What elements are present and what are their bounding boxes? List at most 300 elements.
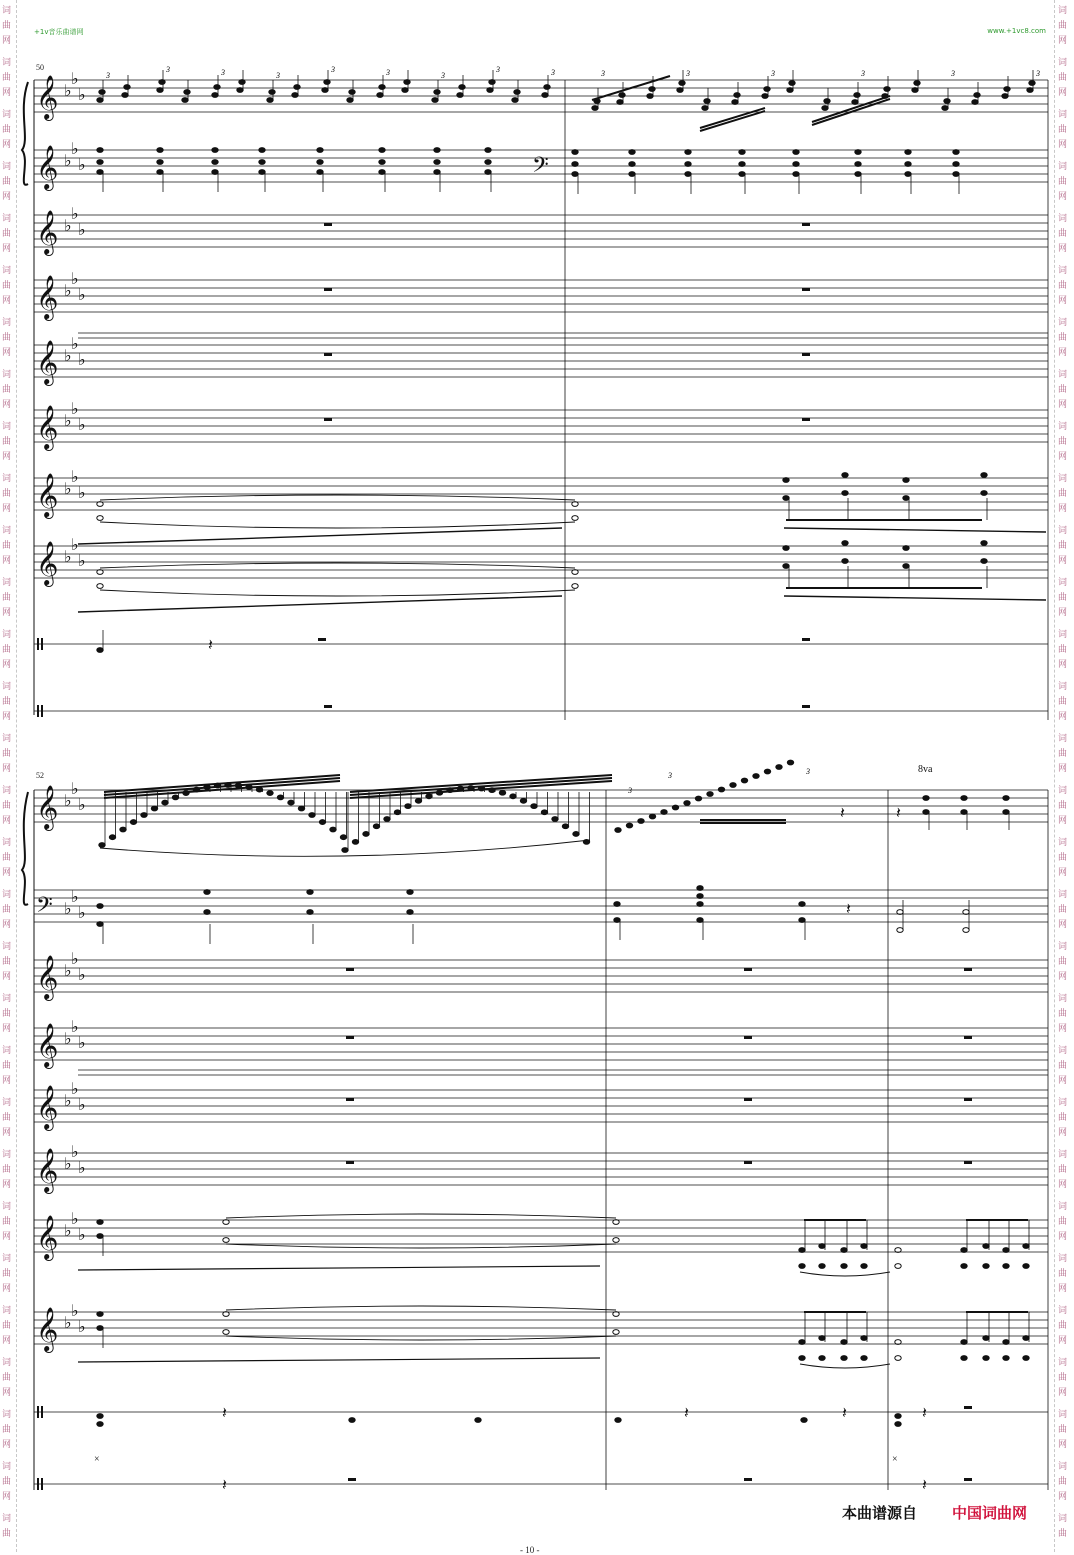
staff-s1-5 <box>34 410 1048 442</box>
triplet-mark: 3 <box>951 69 955 78</box>
note-head <box>141 813 147 818</box>
watermark-char: 曲 <box>2 385 12 395</box>
note-head <box>702 106 708 111</box>
note-head <box>97 1312 103 1317</box>
triplet-mark: 3 <box>331 65 335 74</box>
note-head <box>799 1264 805 1269</box>
watermark-char: 网 <box>2 400 12 410</box>
watermark-char: 词 <box>2 1202 12 1212</box>
watermark-char: 曲 <box>2 1373 12 1383</box>
note-head <box>572 150 578 155</box>
note-head <box>764 769 770 774</box>
note-head <box>352 840 358 845</box>
note-head <box>903 478 909 483</box>
note-head <box>764 87 770 92</box>
watermark-char: 词 <box>1058 630 1068 640</box>
watermark-char: 曲 <box>1058 437 1068 447</box>
watermark-char: 词 <box>2 1410 12 1420</box>
note-head <box>953 172 959 177</box>
note-head <box>783 496 789 501</box>
note-head <box>753 774 759 779</box>
watermark-char: 网 <box>1058 920 1068 930</box>
slur <box>226 1244 616 1248</box>
note-head <box>237 88 243 93</box>
watermark-char: 曲 <box>2 281 12 291</box>
watermark-char: 网 <box>2 868 12 878</box>
note-head <box>267 98 273 103</box>
watermark-char: 曲 <box>1058 1425 1068 1435</box>
note-head <box>485 160 491 165</box>
watermark-char: 词 <box>2 838 12 848</box>
note-head <box>317 160 323 165</box>
note-head <box>407 910 413 915</box>
watermark-char: 词 <box>2 370 12 380</box>
cross-notehead: × <box>94 1454 100 1465</box>
note-head <box>407 890 413 895</box>
note-beam <box>350 778 612 795</box>
note-head <box>157 148 163 153</box>
triplet-mark: 3 <box>386 68 390 77</box>
note-head <box>961 1264 967 1269</box>
flat-sign: ♭ <box>78 485 86 502</box>
whole-rest <box>324 418 332 421</box>
note-head <box>615 1418 621 1423</box>
watermark-char: 曲 <box>2 1269 12 1279</box>
flat-sign: ♭ <box>71 401 79 418</box>
note-head <box>981 491 987 496</box>
flat-sign: ♭ <box>71 889 79 906</box>
note-head <box>819 1264 825 1269</box>
watermark-char: 网 <box>1058 1388 1068 1398</box>
flat-sign: ♭ <box>71 1081 79 1098</box>
watermark-char: 网 <box>2 504 12 514</box>
watermark-char: 曲 <box>1058 281 1068 291</box>
cross-notehead: × <box>892 1454 898 1465</box>
watermark-char: 曲 <box>1058 593 1068 603</box>
note-head <box>347 98 353 103</box>
note-head <box>1023 1244 1029 1249</box>
whole-rest <box>744 1098 752 1101</box>
note-head <box>789 81 795 86</box>
note-head <box>379 160 385 165</box>
note-head <box>309 813 315 818</box>
quarter-rest: 𝄽 <box>846 901 851 918</box>
note-head <box>124 85 130 90</box>
flat-sign: ♭ <box>78 157 86 174</box>
note-head <box>1003 796 1009 801</box>
triplet-mark: 3 <box>276 71 280 80</box>
quarter-rest: 𝄽 <box>922 1477 927 1494</box>
flat-sign: ♭ <box>64 283 72 300</box>
staff-s2-2 <box>34 960 1048 992</box>
slur <box>226 1214 616 1218</box>
treble-clef: 𝄞 <box>36 1087 59 1129</box>
flat-sign: ♭ <box>78 553 86 570</box>
watermark-char: 曲 <box>2 645 12 655</box>
whole-rest <box>964 1036 972 1039</box>
slur <box>100 590 575 596</box>
flat-sign: ♭ <box>71 1211 79 1228</box>
flat-sign: ♭ <box>64 218 72 235</box>
watermark-char: 网 <box>2 1284 12 1294</box>
note-head <box>432 98 438 103</box>
note-head <box>1023 1356 1029 1361</box>
note-head <box>895 1356 901 1361</box>
note-head <box>319 820 325 825</box>
watermark-char: 词 <box>1058 1202 1068 1212</box>
treble-clef: 𝄞 <box>36 1217 59 1259</box>
watermark-char: 网 <box>1058 504 1068 514</box>
flat-sign: ♭ <box>78 1160 86 1177</box>
whole-rest <box>346 1098 354 1101</box>
whole-rest <box>324 223 332 226</box>
watermark-char: 词 <box>2 786 12 796</box>
watermark-char: 网 <box>2 556 12 566</box>
triplet-mark: 3 <box>601 69 605 78</box>
flat-sign: ♭ <box>71 951 79 968</box>
watermark-char: 曲 <box>1058 333 1068 343</box>
watermark-char: 网 <box>2 1440 12 1450</box>
note-head <box>944 99 950 104</box>
watermark-char: 词 <box>1058 474 1068 484</box>
note-head <box>99 843 105 848</box>
watermark-char: 网 <box>1058 1284 1068 1294</box>
watermark-char: 网 <box>1058 244 1068 254</box>
note-head <box>842 541 848 546</box>
note-head <box>741 778 747 783</box>
flat-sign: ♭ <box>64 963 72 980</box>
note-head <box>172 795 178 800</box>
watermark-char: 词 <box>1058 6 1068 16</box>
watermark-char: 曲 <box>1058 177 1068 187</box>
whole-rest <box>802 418 810 421</box>
watermark-char: 网 <box>1058 868 1068 878</box>
note-head <box>799 918 805 923</box>
note-head <box>1003 1340 1009 1345</box>
watermark-char: 曲 <box>1058 385 1068 395</box>
note-head <box>684 801 690 806</box>
piano-brace <box>22 82 28 185</box>
note-head <box>697 886 703 891</box>
note-head <box>97 584 103 589</box>
note-head <box>961 1248 967 1253</box>
watermark-char: 曲 <box>2 229 12 239</box>
note-head <box>903 546 909 551</box>
watermark-char: 曲 <box>2 1113 12 1123</box>
whole-rest <box>964 1406 972 1409</box>
flat-sign: ♭ <box>71 141 79 158</box>
note-head <box>342 848 348 853</box>
note-head <box>541 810 547 815</box>
note-head <box>842 559 848 564</box>
note-head <box>292 93 298 98</box>
watermark-char: 曲 <box>2 21 12 31</box>
staff-s1-0 <box>34 80 1048 112</box>
note-head <box>212 93 218 98</box>
flat-sign: ♭ <box>71 1144 79 1161</box>
watermark-char: 网 <box>2 660 12 670</box>
watermark-char: 词 <box>1058 1254 1068 1264</box>
note-head <box>379 85 385 90</box>
watermark-char: 网 <box>1058 1024 1068 1034</box>
staff-s2-7 <box>34 1312 1048 1344</box>
note-head <box>626 823 632 828</box>
treble-clef: 𝄞 <box>36 957 59 999</box>
watermark-char: 曲 <box>2 489 12 499</box>
watermark-char: 词 <box>1058 1462 1068 1472</box>
note-head <box>562 824 568 829</box>
flat-sign: ♭ <box>64 1093 72 1110</box>
quarter-rest: 𝄽 <box>222 1477 227 1494</box>
staff-s1-4 <box>34 345 1048 377</box>
watermark-char: 词 <box>1058 578 1068 588</box>
staff-s2-4 <box>34 1090 1048 1122</box>
note-head <box>854 93 860 98</box>
note-head <box>542 93 548 98</box>
staff-s2-5 <box>34 1153 1048 1185</box>
watermark-char: 词 <box>1058 58 1068 68</box>
note-head <box>572 516 578 521</box>
treble-clef: 𝄞 <box>36 407 59 449</box>
note-head <box>322 88 328 93</box>
note-head <box>573 832 579 837</box>
note-head <box>97 98 103 103</box>
note-head <box>638 819 644 824</box>
flat-sign: ♭ <box>64 481 72 498</box>
note-head <box>961 1340 967 1345</box>
whole-rest <box>744 968 752 971</box>
flat-sign: ♭ <box>64 1315 72 1332</box>
bass-clef: 𝄢 <box>532 153 549 182</box>
watermark-char: 曲 <box>1058 749 1068 759</box>
triplet-mark: 3 <box>861 69 865 78</box>
watermark-char: 网 <box>1058 1440 1068 1450</box>
note-head <box>974 93 980 98</box>
flat-sign: ♭ <box>64 1223 72 1240</box>
slur <box>100 522 575 528</box>
note-head <box>317 170 323 175</box>
note-head <box>499 790 505 795</box>
watermark-char: 曲 <box>2 801 12 811</box>
watermark-char: 曲 <box>2 333 12 343</box>
hairpin <box>78 528 562 544</box>
note-head <box>514 90 520 95</box>
watermark-char: 网 <box>2 296 12 306</box>
watermark-char: 网 <box>2 1232 12 1242</box>
quarter-rest: 𝄽 <box>896 805 901 822</box>
note-head <box>841 1248 847 1253</box>
note-head <box>685 150 691 155</box>
watermark-char: 词 <box>1058 1098 1068 1108</box>
triplet-mark: 3 <box>106 71 110 80</box>
note-beam <box>700 108 765 128</box>
watermark-char: 曲 <box>1058 73 1068 83</box>
watermark-char: 曲 <box>2 957 12 967</box>
hairpin <box>784 528 1046 532</box>
watermark-char: 词 <box>2 734 12 744</box>
watermark-char: 曲 <box>1058 645 1068 655</box>
watermark-char: 词 <box>1058 1150 1068 1160</box>
watermark-char: 网 <box>2 816 12 826</box>
note-head <box>259 148 265 153</box>
watermark-char: 词 <box>2 422 12 432</box>
note-head <box>294 85 300 90</box>
note-head <box>972 100 978 105</box>
note-head <box>961 810 967 815</box>
note-head <box>852 100 858 105</box>
note-head <box>97 148 103 153</box>
note-head <box>895 1264 901 1269</box>
watermark-char: 曲 <box>2 593 12 603</box>
watermark-char: 网 <box>2 452 12 462</box>
note-head <box>903 496 909 501</box>
watermark-char: 词 <box>2 1254 12 1264</box>
note-head <box>269 90 275 95</box>
hairpin <box>784 596 1046 600</box>
watermark-char: 曲 <box>2 73 12 83</box>
watermark-char: 网 <box>1058 192 1068 202</box>
note-head <box>983 1336 989 1341</box>
watermark-char: 词 <box>1058 838 1068 848</box>
slur <box>100 563 575 568</box>
watermark-char: 网 <box>2 348 12 358</box>
watermark-char: 网 <box>1058 140 1068 150</box>
watermark-char: 网 <box>2 1076 12 1086</box>
note-head <box>97 170 103 175</box>
note-head <box>895 1422 901 1427</box>
watermark-char: 词 <box>2 1462 12 1472</box>
treble-clef: 𝄞 <box>36 1025 59 1067</box>
note-head <box>824 99 830 104</box>
triplet-mark: 3 <box>441 71 445 80</box>
note-head <box>1027 88 1033 93</box>
whole-rest <box>802 705 810 708</box>
treble-clef: 𝄞 <box>36 475 59 517</box>
flat-sign: ♭ <box>71 781 79 798</box>
watermark-char: 网 <box>1058 1128 1068 1138</box>
note-head <box>298 806 304 811</box>
note-head <box>1003 1248 1009 1253</box>
staff-s2-1 <box>34 890 1048 922</box>
watermark-char: 曲 <box>1058 697 1068 707</box>
note-head <box>97 648 103 653</box>
flat-sign: ♭ <box>64 1156 72 1173</box>
slur <box>800 1272 890 1276</box>
note-head <box>981 559 987 564</box>
staff-s1-2 <box>34 215 1048 247</box>
flat-sign: ♭ <box>78 797 86 814</box>
note-head <box>402 88 408 93</box>
note-head <box>404 80 410 85</box>
note-head <box>120 827 126 832</box>
watermark-char: 曲 <box>1058 1113 1068 1123</box>
note-head <box>914 81 920 86</box>
flat-sign: ♭ <box>71 1303 79 1320</box>
flat-sign: ♭ <box>71 469 79 486</box>
note-head <box>324 80 330 85</box>
whole-rest <box>964 1478 972 1481</box>
watermark-char: 网 <box>1058 400 1068 410</box>
note-head <box>730 783 736 788</box>
watermark-char: 词 <box>1058 526 1068 536</box>
quarter-rest: 𝄽 <box>684 1405 689 1422</box>
header-site-url: www.+1vc8.com <box>987 27 1046 35</box>
treble-clef: 𝄞 <box>36 147 59 189</box>
watermark-char: 词 <box>1058 1514 1068 1524</box>
note-head <box>259 160 265 165</box>
note-head <box>1004 87 1010 92</box>
bass-clef: 𝄢 <box>36 893 53 922</box>
watermark-char: 曲 <box>1058 1477 1068 1487</box>
watermark-char: 词 <box>2 942 12 952</box>
treble-clef: 𝄞 <box>36 277 59 319</box>
note-head <box>307 890 313 895</box>
watermark-char: 曲 <box>2 177 12 187</box>
watermark-char: 曲 <box>1058 541 1068 551</box>
watermark-char: 网 <box>2 972 12 982</box>
whole-rest <box>346 1036 354 1039</box>
watermark-char: 词 <box>2 6 12 16</box>
note-head <box>819 1356 825 1361</box>
watermark-char: 曲 <box>2 1321 12 1331</box>
note-head <box>288 800 294 805</box>
flat-sign: ♭ <box>71 71 79 88</box>
watermark-char: 网 <box>2 140 12 150</box>
watermark-char: 网 <box>1058 972 1068 982</box>
staff-s1-7 <box>34 546 1048 578</box>
note-head <box>629 172 635 177</box>
triplet-mark: 3 <box>806 767 810 776</box>
note-head <box>97 1220 103 1225</box>
note-head <box>377 93 383 98</box>
note-head <box>861 1244 867 1249</box>
note-head <box>572 584 578 589</box>
note-head <box>613 1238 619 1243</box>
note-head <box>572 172 578 177</box>
note-head <box>239 80 245 85</box>
whole-rest <box>348 1478 356 1481</box>
whole-rest <box>324 288 332 291</box>
staff-s1-6 <box>34 478 1048 510</box>
triplet-mark: 3 <box>166 65 170 74</box>
watermark-char: 网 <box>1058 1492 1068 1502</box>
note-head <box>405 804 411 809</box>
whole-rest <box>964 968 972 971</box>
note-head <box>379 170 385 175</box>
watermark-char: 曲 <box>1058 801 1068 811</box>
note-head <box>695 796 701 801</box>
page-number: - 10 - <box>520 1545 540 1555</box>
note-head <box>212 170 218 175</box>
note-head <box>897 928 903 933</box>
flat-sign: ♭ <box>71 206 79 223</box>
watermark-char: 曲 <box>2 1061 12 1071</box>
note-head <box>267 791 273 796</box>
watermark-char: 网 <box>2 244 12 254</box>
whole-rest <box>346 968 354 971</box>
note-head <box>109 835 115 840</box>
flat-sign: ♭ <box>78 967 86 984</box>
note-head <box>157 170 163 175</box>
flat-sign: ♭ <box>78 1319 86 1336</box>
watermark-char: 词 <box>2 1046 12 1056</box>
treble-clef: 𝄞 <box>36 212 59 254</box>
note-head <box>97 1234 103 1239</box>
note-head <box>649 87 655 92</box>
note-head <box>799 1356 805 1361</box>
note-head <box>799 1340 805 1345</box>
note-head <box>783 478 789 483</box>
